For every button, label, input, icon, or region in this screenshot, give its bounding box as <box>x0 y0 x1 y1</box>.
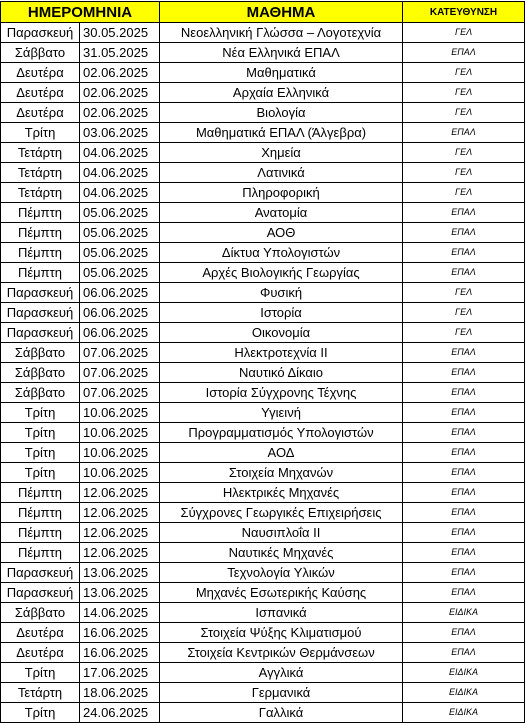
direction-cell: ΕΠΑΛ <box>403 403 525 423</box>
subject-cell: Ηλεκτροτεχνία ΙΙ <box>160 343 403 363</box>
direction-cell: ΓΕΛ <box>403 283 525 303</box>
table-row <box>1 143 525 163</box>
direction-cell: ΕΠΑΛ <box>403 463 525 483</box>
day-cell: Τρίτη <box>1 703 80 723</box>
table-row <box>1 343 525 363</box>
direction-cell: ΓΕΛ <box>403 23 525 43</box>
exam-schedule-table <box>0 1 525 723</box>
day-cell: Τρίτη <box>1 423 80 443</box>
subject-cell: Προγραμματισμός Υπολογιστών <box>160 423 403 443</box>
day-cell: Παρασκευή <box>1 283 80 303</box>
date-cell: 04.06.2025 <box>80 183 160 203</box>
subject-cell: Δίκτυα Υπολογιστών <box>160 243 403 263</box>
day-cell: Σάββατο <box>1 43 80 63</box>
table-row <box>1 443 525 463</box>
day-cell: Τρίτη <box>1 123 80 143</box>
day-cell: Τρίτη <box>1 403 80 423</box>
table-row <box>1 523 525 543</box>
day-cell: Σάββατο <box>1 343 80 363</box>
date-cell: 10.06.2025 <box>80 463 160 483</box>
subject-cell: Αγγλικά <box>160 663 403 683</box>
date-cell: 04.06.2025 <box>80 163 160 183</box>
subject-cell: Μαθηματικά <box>160 63 403 83</box>
day-cell: Σάββατο <box>1 603 80 623</box>
day-cell: Πέμπτη <box>1 263 80 283</box>
subject-cell: Πληροφορική <box>160 183 403 203</box>
direction-cell: ΕΠΑΛ <box>403 223 525 243</box>
table-row <box>1 303 525 323</box>
schedule-body <box>1 23 525 723</box>
table-row <box>1 123 525 143</box>
subject-cell: Νέα Ελληνικά ΕΠΑΛ <box>160 43 403 63</box>
date-cell: 07.06.2025 <box>80 363 160 383</box>
direction-cell: ΕΠΑΛ <box>403 363 525 383</box>
direction-cell: ΕΠΑΛ <box>403 623 525 643</box>
direction-cell: ΕΠΑΛ <box>403 423 525 443</box>
day-cell: Πέμπτη <box>1 523 80 543</box>
subject-cell: Στοιχεία Κεντρικών Θερμάνσεων <box>160 643 403 663</box>
date-cell: 07.06.2025 <box>80 343 160 363</box>
table-row <box>1 183 525 203</box>
date-cell: 24.06.2025 <box>80 703 160 723</box>
date-cell: 12.06.2025 <box>80 483 160 503</box>
direction-cell: ΕΠΑΛ <box>403 443 525 463</box>
table-row <box>1 463 525 483</box>
subject-cell: Ηλεκτρικές Μηχανές <box>160 483 403 503</box>
table-row <box>1 243 525 263</box>
direction-cell: ΓΕΛ <box>403 323 525 343</box>
day-cell: Δευτέρα <box>1 643 80 663</box>
day-cell: Παρασκευή <box>1 323 80 343</box>
subject-cell: Υγιεινή <box>160 403 403 423</box>
subject-cell: Βιολογία <box>160 103 403 123</box>
table-row <box>1 323 525 343</box>
subject-cell: Στοιχεία Μηχανών <box>160 463 403 483</box>
subject-cell: Αρχές Βιολογικής Γεωργίας <box>160 263 403 283</box>
date-cell: 10.06.2025 <box>80 443 160 463</box>
table-row <box>1 543 525 563</box>
table-row <box>1 683 525 703</box>
date-cell: 02.06.2025 <box>80 83 160 103</box>
day-cell: Τετάρτη <box>1 163 80 183</box>
subject-cell: Νεοελληνική Γλώσσα – Λογοτεχνία <box>160 23 403 43</box>
subject-cell: Λατινικά <box>160 163 403 183</box>
table-row <box>1 103 525 123</box>
day-cell: Παρασκευή <box>1 563 80 583</box>
table-row <box>1 643 525 663</box>
day-cell: Πέμπτη <box>1 243 80 263</box>
date-cell: 13.06.2025 <box>80 583 160 603</box>
direction-cell: ΕΠΑΛ <box>403 123 525 143</box>
direction-cell: ΕΠΑΛ <box>403 563 525 583</box>
subject-cell: Φυσική <box>160 283 403 303</box>
subject-cell: Οικονομία <box>160 323 403 343</box>
day-cell: Τετάρτη <box>1 683 80 703</box>
date-cell: 10.06.2025 <box>80 403 160 423</box>
date-cell: 30.05.2025 <box>80 23 160 43</box>
direction-cell: ΕΠΑΛ <box>403 383 525 403</box>
table-row <box>1 223 525 243</box>
subject-cell: Ναυτικό Δίκαιο <box>160 363 403 383</box>
day-cell: Σάββατο <box>1 363 80 383</box>
direction-cell: ΓΕΛ <box>403 63 525 83</box>
date-cell: 07.06.2025 <box>80 383 160 403</box>
direction-cell: ΕΠΑΛ <box>403 523 525 543</box>
day-cell: Πέμπτη <box>1 223 80 243</box>
table-row <box>1 363 525 383</box>
date-cell: 05.06.2025 <box>80 223 160 243</box>
subject-cell: Στοιχεία Ψύξης Κλιματισμού <box>160 623 403 643</box>
date-cell: 06.06.2025 <box>80 323 160 343</box>
table-row <box>1 263 525 283</box>
date-cell: 12.06.2025 <box>80 543 160 563</box>
subject-cell: Ανατομία <box>160 203 403 223</box>
date-cell: 02.06.2025 <box>80 63 160 83</box>
table-row <box>1 43 525 63</box>
date-cell: 16.06.2025 <box>80 643 160 663</box>
date-cell: 05.06.2025 <box>80 263 160 283</box>
header-subject: ΜΑΘΗΜΑ <box>160 2 403 23</box>
date-cell: 04.06.2025 <box>80 143 160 163</box>
direction-cell: ΕΠΑΛ <box>403 343 525 363</box>
day-cell: Δευτέρα <box>1 63 80 83</box>
date-cell: 31.05.2025 <box>80 43 160 63</box>
date-cell: 06.06.2025 <box>80 283 160 303</box>
direction-cell: ΓΕΛ <box>403 163 525 183</box>
day-cell: Πέμπτη <box>1 543 80 563</box>
direction-cell: ΕΠΑΛ <box>403 643 525 663</box>
subject-cell: Μηχανές Εσωτερικής Καύσης <box>160 583 403 603</box>
direction-cell: ΕΠΑΛ <box>403 503 525 523</box>
date-cell: 18.06.2025 <box>80 683 160 703</box>
direction-cell: ΕΠΑΛ <box>403 583 525 603</box>
subject-cell: Γερμανικά <box>160 683 403 703</box>
table-row <box>1 403 525 423</box>
header-direction: ΚΑΤΕΥΘΥΝΣΗ <box>403 2 525 23</box>
direction-cell: ΕΠΑΛ <box>403 543 525 563</box>
subject-cell: Ναυσιπλοΐα ΙΙ <box>160 523 403 543</box>
subject-cell: Ισπανικά <box>160 603 403 623</box>
table-row <box>1 623 525 643</box>
day-cell: Τετάρτη <box>1 183 80 203</box>
date-cell: 12.06.2025 <box>80 523 160 543</box>
direction-cell: ΕΙΔΙΚΑ <box>403 603 525 623</box>
direction-cell: ΕΠΑΛ <box>403 483 525 503</box>
header-date: ΗΜΕΡΟΜΗΝΙΑ <box>1 2 160 23</box>
direction-cell: ΕΠΑΛ <box>403 263 525 283</box>
day-cell: Τρίτη <box>1 663 80 683</box>
date-cell: 05.06.2025 <box>80 203 160 223</box>
day-cell: Δευτέρα <box>1 83 80 103</box>
date-cell: 12.06.2025 <box>80 503 160 523</box>
date-cell: 06.06.2025 <box>80 303 160 323</box>
direction-cell: ΕΠΑΛ <box>403 43 525 63</box>
direction-cell: ΓΕΛ <box>403 83 525 103</box>
date-cell: 14.06.2025 <box>80 603 160 623</box>
subject-cell: Χημεία <box>160 143 403 163</box>
subject-cell: ΑΟΘ <box>160 223 403 243</box>
day-cell: Πέμπτη <box>1 203 80 223</box>
day-cell: Τρίτη <box>1 443 80 463</box>
day-cell: Δευτέρα <box>1 623 80 643</box>
date-cell: 16.06.2025 <box>80 623 160 643</box>
date-cell: 03.06.2025 <box>80 123 160 143</box>
day-cell: Τρίτη <box>1 463 80 483</box>
table-row <box>1 663 525 683</box>
day-cell: Πέμπτη <box>1 483 80 503</box>
direction-cell: ΕΠΑΛ <box>403 243 525 263</box>
subject-cell: Σύγχρονες Γεωργικές Επιχειρήσεις <box>160 503 403 523</box>
table-row <box>1 203 525 223</box>
day-cell: Δευτέρα <box>1 103 80 123</box>
subject-cell: Αρχαία Ελληνικά <box>160 83 403 103</box>
day-cell: Παρασκευή <box>1 23 80 43</box>
table-row <box>1 483 525 503</box>
subject-cell: Γαλλικά <box>160 703 403 723</box>
header-row <box>1 2 525 23</box>
table-row <box>1 163 525 183</box>
table-row <box>1 583 525 603</box>
direction-cell: ΕΠΑΛ <box>403 203 525 223</box>
date-cell: 05.06.2025 <box>80 243 160 263</box>
table-row <box>1 63 525 83</box>
direction-cell: ΓΕΛ <box>403 103 525 123</box>
subject-cell: Ιστορία Σύγχρονης Τέχνης <box>160 383 403 403</box>
date-cell: 13.06.2025 <box>80 563 160 583</box>
table-row <box>1 603 525 623</box>
direction-cell: ΕΙΔΙΚΑ <box>403 703 525 723</box>
direction-cell: ΓΕΛ <box>403 303 525 323</box>
day-cell: Παρασκευή <box>1 583 80 603</box>
table-row <box>1 503 525 523</box>
day-cell: Τετάρτη <box>1 143 80 163</box>
direction-cell: ΓΕΛ <box>403 183 525 203</box>
subject-cell: Ναυτικές Μηχανές <box>160 543 403 563</box>
subject-cell: ΑΟΔ <box>160 443 403 463</box>
table-row <box>1 23 525 43</box>
day-cell: Σάββατο <box>1 383 80 403</box>
table-row <box>1 383 525 403</box>
table-row <box>1 83 525 103</box>
direction-cell: ΕΙΔΙΚΑ <box>403 663 525 683</box>
direction-cell: ΕΙΔΙΚΑ <box>403 683 525 703</box>
date-cell: 17.06.2025 <box>80 663 160 683</box>
day-cell: Παρασκευή <box>1 303 80 323</box>
subject-cell: Τεχνολογία Υλικών <box>160 563 403 583</box>
subject-cell: Μαθηματικά ΕΠΑΛ (Άλγεβρα) <box>160 123 403 143</box>
direction-cell: ΓΕΛ <box>403 143 525 163</box>
subject-cell: Ιστορία <box>160 303 403 323</box>
table-row <box>1 423 525 443</box>
day-cell: Πέμπτη <box>1 503 80 523</box>
table-row <box>1 703 525 723</box>
date-cell: 02.06.2025 <box>80 103 160 123</box>
date-cell: 10.06.2025 <box>80 423 160 443</box>
table-row <box>1 563 525 583</box>
table-row <box>1 283 525 303</box>
